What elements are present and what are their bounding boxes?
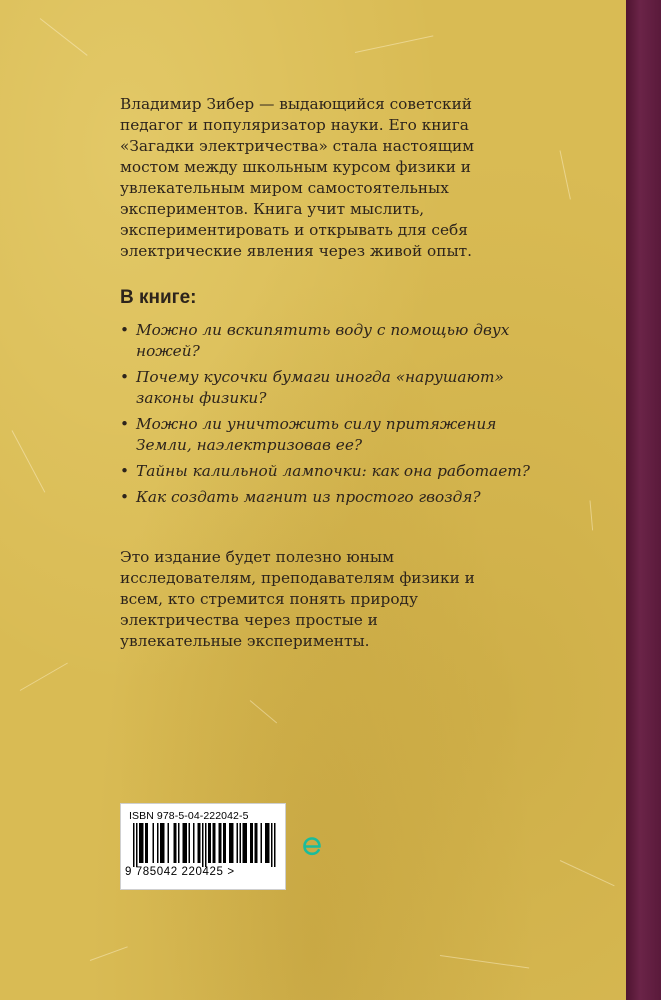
paper-scratch [590, 500, 594, 530]
contents-item-text: Можно ли уничтожить силу притяжения Земли, наэлектризовав ее? [136, 415, 497, 454]
barcode-bar [246, 823, 248, 863]
paper-scratch [250, 700, 277, 723]
paper-scratch [90, 946, 128, 961]
barcode-bar [208, 823, 210, 863]
audience-paragraph: Это издание будет полезно юным исследователям, преподавателям физики и всем, кто стремится понять природу электричества через простые и увлекательные эксперименты. [120, 548, 475, 650]
barcode-bar [184, 823, 186, 863]
contents-list [120, 320, 530, 513]
barcode-bar [261, 823, 263, 863]
paper-scratch [20, 663, 68, 691]
barcode-bar [271, 823, 273, 867]
barcode-bar [202, 823, 204, 867]
barcode-bar [160, 823, 162, 863]
barcode-bars [127, 823, 277, 867]
barcode-bar [250, 823, 252, 863]
barcode-bar [213, 823, 215, 863]
contents-item [120, 461, 530, 482]
paper-scratch [560, 150, 571, 199]
barcode-bar [231, 823, 233, 863]
barcode-bar [198, 823, 200, 863]
contents-item [120, 414, 530, 456]
paper-scratch [355, 35, 433, 53]
contents-item [120, 367, 530, 409]
barcode-bar [153, 823, 155, 863]
barcode-bar [220, 823, 222, 863]
barcode-bar [147, 823, 149, 863]
barcode-bar [232, 823, 234, 863]
barcode-bar [136, 823, 138, 867]
barcode-bar [225, 823, 227, 863]
contents-item-text: Тайны калильной лампочки: как она работает? [136, 462, 530, 480]
bullet-icon: • [120, 321, 130, 339]
barcode-bar [142, 823, 144, 863]
barcode-bar [183, 823, 185, 863]
barcode-bar [243, 823, 245, 863]
barcode-bar [141, 823, 143, 863]
barcode-bar [268, 823, 270, 863]
barcode-bar [229, 823, 231, 863]
isbn-label: ISBN 978-5-04-222042-5 [129, 810, 249, 822]
barcode-bar [210, 823, 212, 863]
bullet-icon: • [120, 368, 130, 386]
bullet-icon: • [120, 415, 130, 433]
barcode-bar [240, 823, 242, 863]
bullet-icon: • [120, 488, 130, 506]
barcode-bar [265, 823, 267, 863]
barcode-bar [178, 823, 180, 863]
barcode-bar [163, 823, 165, 863]
spine-edge [626, 0, 661, 1000]
paper-scratch [12, 430, 46, 492]
barcode-bar [175, 823, 177, 863]
barcode-bar [205, 823, 207, 867]
barcode-bar [186, 823, 188, 863]
description-paragraph: Владимир Зибер — выдающийся советский педагог и популяризатор науки. Его книга «Загадки электричества» стала настоящим мостом между школьным курсом физики и увлекательным миром самостоятельных экспериментов. Книга учит мыслить, экспериментировать и открывать для себя электрические явления через живой опыт. [120, 95, 475, 260]
paper-scratch [440, 955, 529, 969]
contents-item-text: Как создать магнит из простого гвоздя? [136, 488, 481, 506]
barcode-bar [199, 823, 201, 863]
barcode-bar [252, 823, 254, 863]
barcode-bar [267, 823, 269, 863]
eksmo-e-logo-icon [300, 834, 324, 858]
barcode-bar [255, 823, 257, 863]
contents-heading: В книге: [120, 287, 197, 308]
barcode-block [120, 803, 286, 890]
barcode-bar [219, 823, 221, 863]
barcode-bar [189, 823, 191, 863]
contents-item-text: Можно ли вскипятить воду с помощью двух ножей? [136, 321, 510, 360]
barcode-bar [162, 823, 164, 863]
paper-scratch [560, 860, 615, 886]
barcode-bar [133, 823, 135, 867]
barcode-bar [237, 823, 239, 863]
barcode-bar [223, 823, 225, 863]
barcode-bar [214, 823, 216, 863]
barcode-bar [145, 823, 147, 863]
barcode-number: 9 785042 220425 > [125, 866, 235, 878]
barcode-bar [139, 823, 141, 863]
contents-item [120, 487, 530, 508]
barcode-bar [168, 823, 170, 863]
barcode-bar [157, 823, 159, 863]
barcode-bar [193, 823, 195, 863]
paper-scratch [40, 18, 88, 56]
barcode-bar [244, 823, 246, 863]
contents-item [120, 320, 530, 362]
barcode-bar [174, 823, 176, 863]
contents-item-text: Почему кусочки бумаги иногда «нарушают» законы физики? [136, 368, 504, 407]
barcode-bar [274, 823, 276, 867]
bullet-icon: • [120, 462, 130, 480]
barcode-bar [256, 823, 258, 863]
